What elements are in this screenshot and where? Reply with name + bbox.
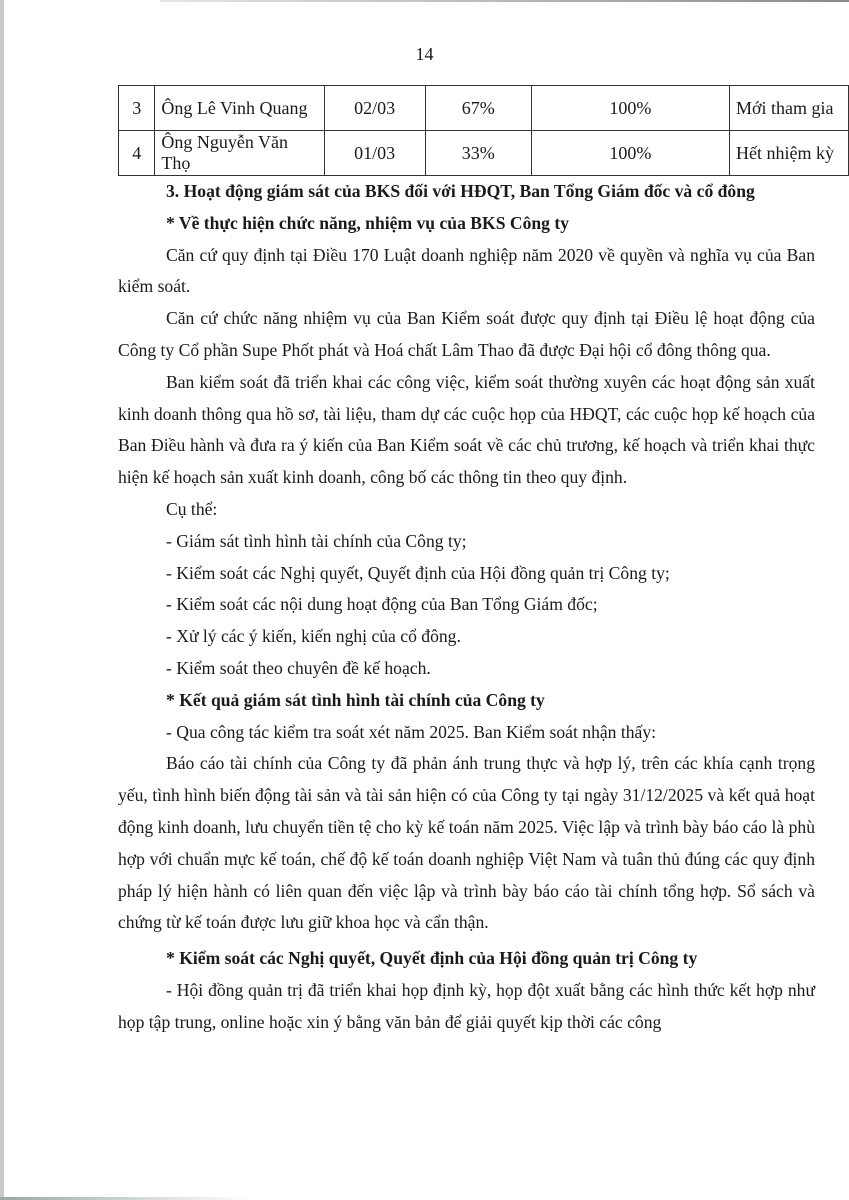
attendance-table: [118, 85, 849, 176]
paragraph: Báo cáo tài chính của Công ty đã phản ánh trung thực và hợp lý, trên các khía cạnh trọng yếu, tình hình biến động tài sản và tài sản hiện có của Công ty tại ngày 31/12/2025 và kết quả hoạt động kinh doanh, lưu chuyển tiền tệ cho kỳ kế toán năm 2025. Việc lập và trình bày báo cáo là phù hợp với chuẩn mực kế toán, chế độ kế toán doanh nghiệp Việt Nam và tuân thủ đúng các quy định pháp lý hiện hành có liên quan đến việc lập và trình bày báo cáo tài chính tổng hợp. Sổ sách và chứng từ kế toán được lưu giữ khoa học và cẩn thận.: [118, 753, 815, 933]
subsection-heading-board-resolutions: * Kiểm soát các Nghị quyết, Quyết định của Hội đồng quản trị Công ty: [166, 948, 698, 969]
subsection-heading-bks-functions: * Về thực hiện chức năng, nhiệm vụ của BKS Công ty: [166, 212, 570, 233]
subsection-heading-financial-results: * Kết quả giám sát tình hình tài chính của Công ty: [166, 689, 545, 710]
page-number: 14: [415, 44, 434, 64]
paragraph: Ban kiểm soát đã triển khai các công việc, kiểm soát thường xuyên các hoạt động sản xuất kinh doanh thông qua hồ sơ, tài liệu, tham dự các cuộc họp của HĐQT, các cuộc họp kế hoạch của Ban Điều hành và đưa ra ý kiến của Ban Kiểm soát về các chủ trương, kế hoạch và triển khai thực hiện kế hoạch sản xuất kinh doanh, công bố các thông tin theo quy định.: [118, 371, 815, 488]
paragraph: - Hội đồng quản trị đã triển khai họp định kỳ, họp đột xuất bằng các hình thức kết hợp như họp tập trung, online hoặc xin ý bằng văn bản để giải quyết kịp thời các công: [118, 979, 815, 1032]
cell-name: Ông Lê Vinh Quang: [155, 86, 324, 131]
paragraph: Căn cứ quy định tại Điều 170 Luật doanh nghiệp năm 2020 về quyền và nghĩa vụ của Ban kiểm soát.: [118, 244, 815, 297]
cell-attendance-rate: 67%: [425, 86, 531, 131]
cell-voting-rate: 100%: [531, 86, 729, 131]
paragraph: - Qua công tác kiểm tra soát xét năm 2025. Ban Kiểm soát nhận thấy:: [166, 721, 657, 742]
list-item: - Kiểm soát theo chuyên đề kế hoạch.: [166, 657, 431, 678]
cell-voting-rate: 100%: [531, 131, 729, 176]
scan-edge-top: [160, 0, 849, 2]
cell-sessions: 01/03: [324, 131, 425, 176]
cell-attendance-rate: 33%: [425, 131, 531, 176]
paragraph: Cụ thể:: [166, 498, 218, 519]
section-title: 3. Hoạt động giám sát của BKS đối với HĐQT, Ban Tổng Giám đốc và cổ đông: [166, 181, 755, 201]
scan-edge-left: [0, 0, 4, 1200]
list-item: - Giám sát tình hình tài chính của Công ty;: [166, 530, 467, 551]
cell-sessions: 02/03: [324, 86, 425, 131]
cell-note: Hết nhiệm kỳ: [729, 131, 848, 176]
cell-no: 4: [119, 131, 155, 176]
table-row: [119, 86, 849, 131]
list-item: - Kiểm soát các Nghị quyết, Quyết định của Hội đồng quản trị Công ty;: [166, 562, 670, 583]
cell-name: Ông Nguyễn Văn Thọ: [155, 131, 324, 176]
paragraph: Căn cứ chức năng nhiệm vụ của Ban Kiểm soát được quy định tại Điều lệ hoạt động của Công ty Cổ phần Supe Phốt phát và Hoá chất Lâm Thao đã được Đại hội cổ đông thông qua.: [118, 308, 815, 360]
list-item: - Kiểm soát các nội dung hoạt động của Ban Tổng Giám đốc;: [166, 594, 598, 615]
list-item: - Xử lý các ý kiến, kiến nghị của cổ đông.: [166, 626, 461, 647]
document-body: [118, 176, 815, 1039]
cell-note: Mới tham gia: [729, 86, 848, 131]
cell-no: 3: [119, 86, 155, 131]
table-row: [119, 131, 849, 176]
